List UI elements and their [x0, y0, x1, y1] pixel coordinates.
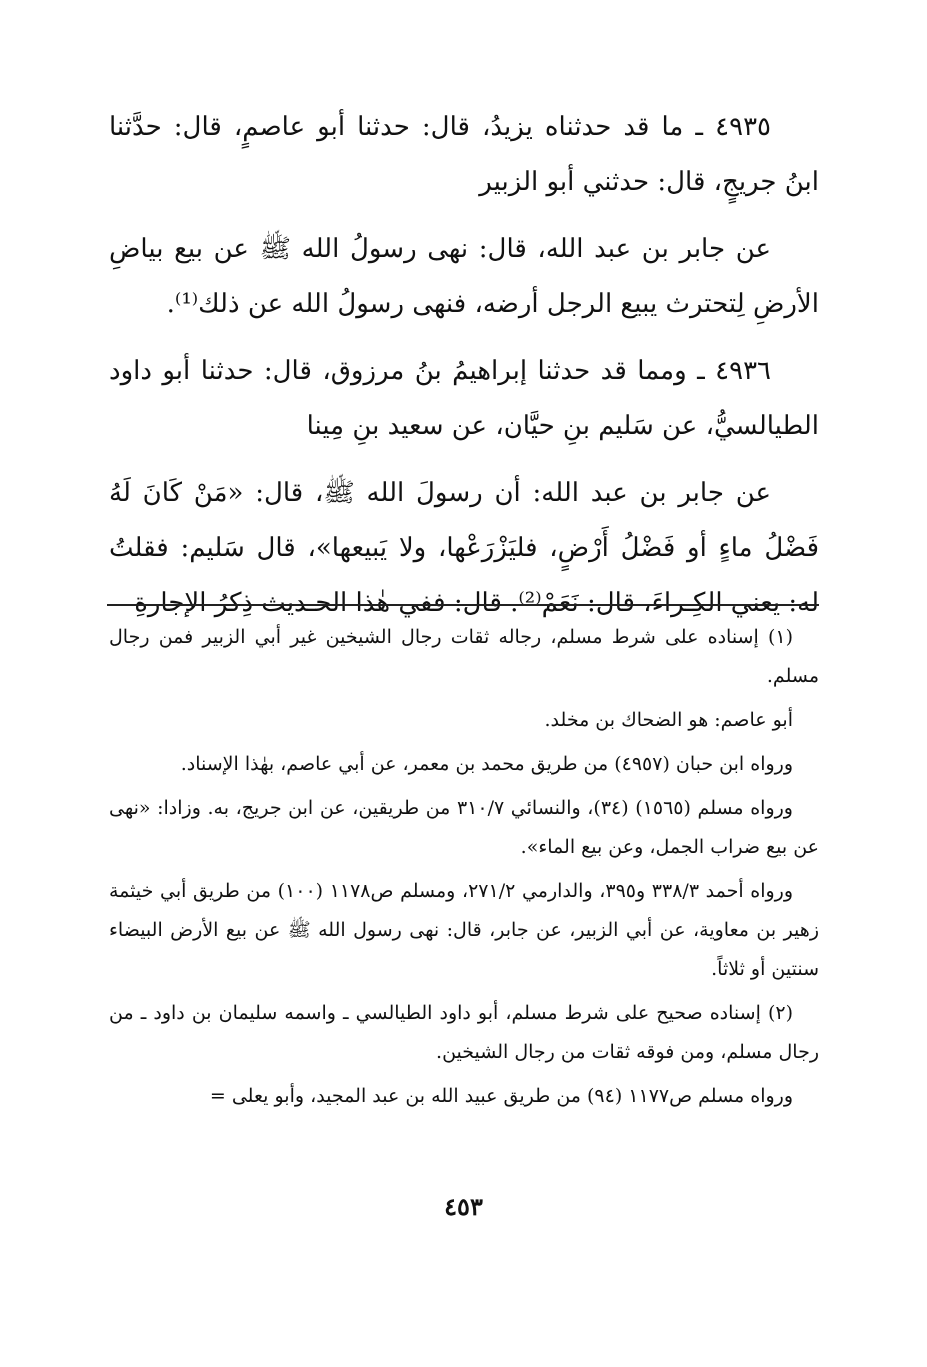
footnote-1-ahmad-darimi: ورواه أحمد ٣٣٨/٣ و٣٩٥، والدارمي ٢٧١/٢، ومسلم ص١١٧٨ (١٠٠) من طريق أبي خيثمة زهير بن معاوية، عن أبي الزبير، عن جابر، قال: نهى رسول الله ﷺ عن بيع الأرض البيضاء سنتين أو ثلاثاً.	[109, 880, 819, 980]
footnote-1-muslim-nasai: ورواه مسلم (١٥٦٥) (٣٤)، والنسائي ٣١٠/٧ من طريقين، عن ابن جريج، به. وزادا: «نهى عن بيع ضراب الجمل، وعن بيع الماء».	[109, 797, 819, 858]
footnote-1-narrator: أبو عاصم: هو الضحاك بن مخلد.	[544, 709, 793, 731]
footnote-2-muslim: ورواه مسلم ص١١٧٧ (٩٤) من طريق عبيد الله بن عبد المجيد، وأبو يعلى =	[209, 1085, 793, 1107]
footnote-1-ibn-hibban: ورواه ابن حبان (٤٩٥٧) من طريق محمد بن معمر، عن أبي عاصم، بهٰذا الإسناد.	[180, 753, 793, 775]
footnote-1: (١) إسناده على شرط مسلم، رجاله ثقات رجال الشيخين غير أبي الزبير فمن رجال مسلم.	[109, 626, 819, 687]
hadith-4935-isnad: ٤٩٣٥ ـ ما قد حدثناه يزيدُ، قال: حدثنا أبو عاصمٍ، قال: حدَّثنا ابنُ جريجٍ، قال: حدثني أبو الزبير	[109, 112, 819, 197]
footnote-separator	[107, 604, 819, 606]
footnotes	[109, 618, 819, 1121]
hadith-4935-matn: عن جابر بن عبد الله، قال: نهى رسولُ الله ﷺ عن بيع بياضِ الأرضِ لِتحترث يبيع الرجل أرضه، فنهى رسولُ الله عن ذلك⁽¹⁾.	[109, 234, 819, 319]
hadith-4936-matn: عن جابر بن عبد الله: أن رسولَ الله ﷺ، قال: «مَنْ كَانَ لَهُ فَضْلُ ماءٍ أو فَضْلُ أَرْضٍ، فليَزْرَعْها، ولا يَبيعها»، قال سَليم: فقلتُ له: يعني الكِـراءَ، قال: نَعَمْ⁽²⁾. قال: ففي هٰذا الحـديث ذِكرُ الإجارةِ	[109, 478, 819, 618]
hadith-4936-isnad: ٤٩٣٦ ـ ومما قد حدثنا إبراهيمُ بنُ مرزوق، قال: حدثنا أبو داود الطيالسيُّ، عن سَليم بنِ حيَّان، عن سعيد بنِ مِينا	[109, 356, 819, 441]
page-number: ٤٥٣	[444, 1192, 483, 1221]
footnote-2: (٢) إسناده صحيح على شرط مسلم، أبو داود الطيالسي ـ واسمه سليمان بن داود ـ من رجال مسلم، ومن فوقه ثقات من رجال الشيخين.	[109, 1002, 819, 1063]
main-text	[109, 100, 819, 643]
